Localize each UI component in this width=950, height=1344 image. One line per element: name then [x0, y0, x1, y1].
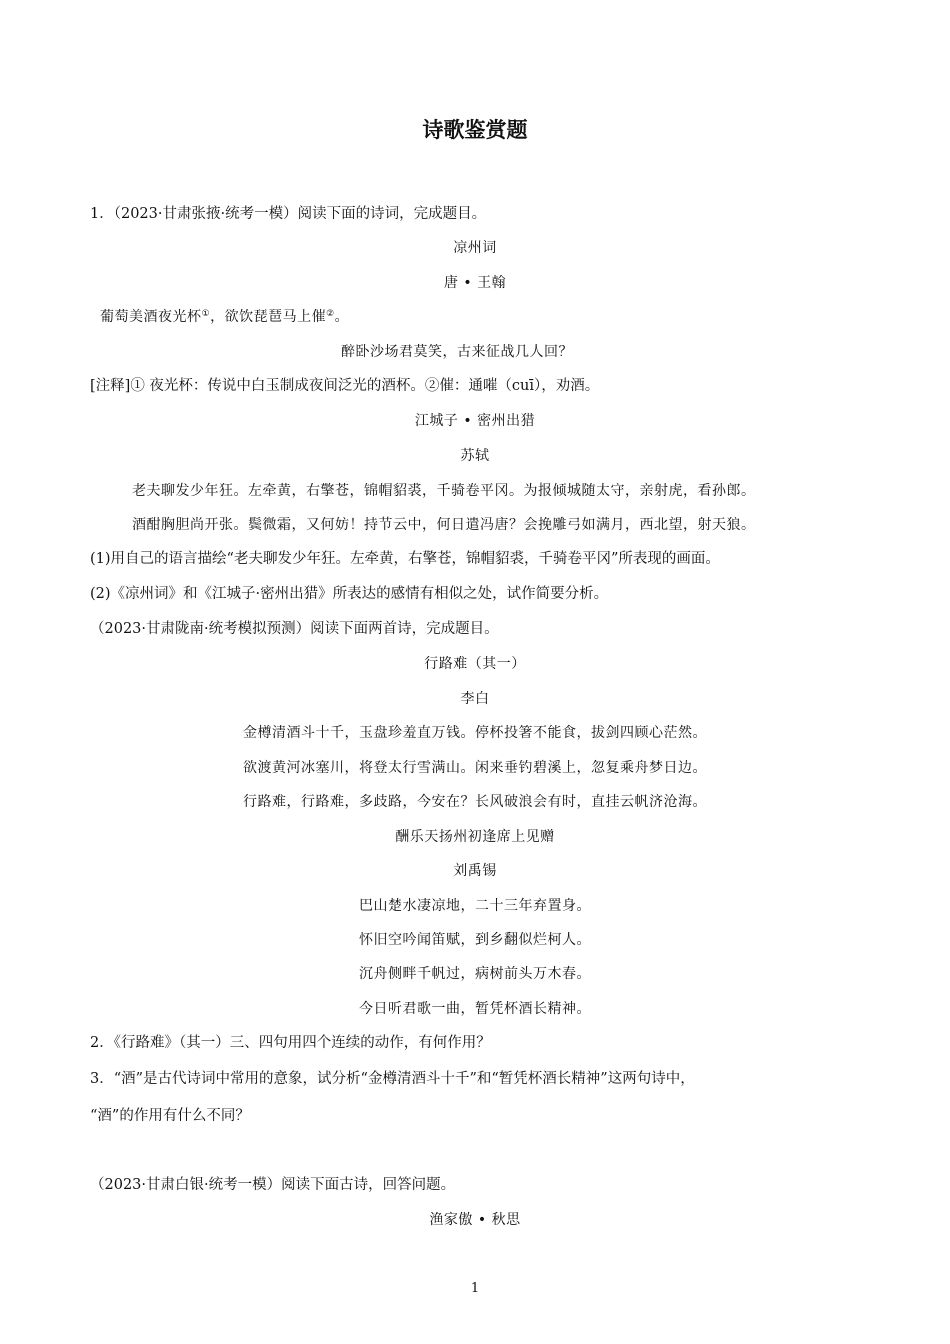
q1-sub-question-1: (1)用自己的语言描绘“老夫聊发少年狂。左牵黄，右擎苍，锦帽貂裘，千骑卷平冈”所表现的画面。 [90, 551, 720, 567]
q1-poem2-line2: 酒酣胸胆尚开张。鬓微霜，又何妨！持节云中，何日遣冯唐？会挽雕弓如满月，西北望，射天狼。 [132, 517, 756, 533]
question-2: 2．《行路难》（其一）三、四句用四个连续的动作，有何作用？ [90, 1035, 491, 1051]
q1-intro: 1．（2023·甘肃张掖·统考一模）阅读下面的诗词，完成题目。 [90, 206, 487, 222]
note-mark-1: ① [201, 309, 211, 319]
q2-poem2-line: 怀旧空吟闻笛赋，到乡翻似烂柯人。 [359, 932, 591, 948]
question-3-line1: 3．“酒”是古代诗词中常用的意象，试分析“金樽清酒斗十千”和“暂凭杯酒长精神”这两句诗中， [90, 1071, 695, 1087]
q2-poem1-line: 行路难，行路难，多歧路，今安在？长风破浪会有时，直挂云帆济沧海。 [243, 794, 707, 810]
q3-poem-title: 渔家傲 • 秋思 [429, 1212, 521, 1228]
q2-intro: （2023·甘肃陇南·统考模拟预测）阅读下面两首诗，完成题目。 [90, 621, 499, 637]
q2-poem1-line: 金樽清酒斗十千，玉盘珍羞直万钱。停杯投箸不能食，拔剑四顾心茫然。 [243, 725, 707, 741]
q1-poem2-author: 苏轼 [460, 448, 490, 464]
q1-poem1-author: 唐 • 王翰 [443, 275, 507, 291]
q1-poem2-line1: 老夫聊发少年狂。左牵黄，右擎苍，锦帽貂裘，千骑卷平冈。为报倾城随太守，亲射虎，看孙郎。 [132, 483, 756, 499]
page-title: 诗歌鉴赏题 [422, 117, 528, 142]
q2-poem2-line: 沉舟侧畔千帆过，病树前头万木春。 [359, 966, 591, 982]
note-mark-2: ② [326, 309, 335, 319]
q1-note: [注释]① 夜光杯：传说中白玉制成夜间泛光的酒杯。②催：通嗺（cuī），劝酒。 [90, 378, 600, 394]
q1-poem1-line1: 葡萄美酒夜光杯①，欲饮琵琶马上催②。 [100, 309, 350, 325]
question-3-line2: “酒”的作用有什么不同？ [90, 1108, 250, 1124]
q2-poem1-title: 行路难（其一） [424, 656, 526, 672]
q2-poem2-author: 刘禹锡 [453, 863, 497, 879]
page-number: 1 [470, 1281, 480, 1296]
q1-poem2-title: 江城子 • 密州出猎 [414, 413, 536, 429]
q2-poem1-author: 李白 [460, 691, 490, 707]
q2-poem2-title: 酬乐天扬州初逢席上见赠 [395, 829, 555, 845]
q2-poem2-line: 今日听君歌一曲，暂凭杯酒长精神。 [359, 1001, 591, 1017]
q2-poem1-line: 欲渡黄河冰塞川，将登太行雪满山。闲来垂钓碧溪上，忽复乘舟梦日边。 [243, 760, 707, 776]
q1-sub-question-2: (2)《凉州词》和《江城子·密州出猎》所表达的感情有相似之处，试作简要分析。 [90, 586, 609, 602]
q1-poem1-line2: 醉卧沙场君莫笑，古来征战几人回？ [341, 344, 573, 360]
q1-poem1-title: 凉州词 [453, 240, 497, 256]
q3-intro: （2023·甘肃白银·统考一模）阅读下面古诗，回答问题。 [90, 1177, 456, 1193]
q2-poem2-line: 巴山楚水凄凉地，二十三年弃置身。 [359, 898, 591, 914]
